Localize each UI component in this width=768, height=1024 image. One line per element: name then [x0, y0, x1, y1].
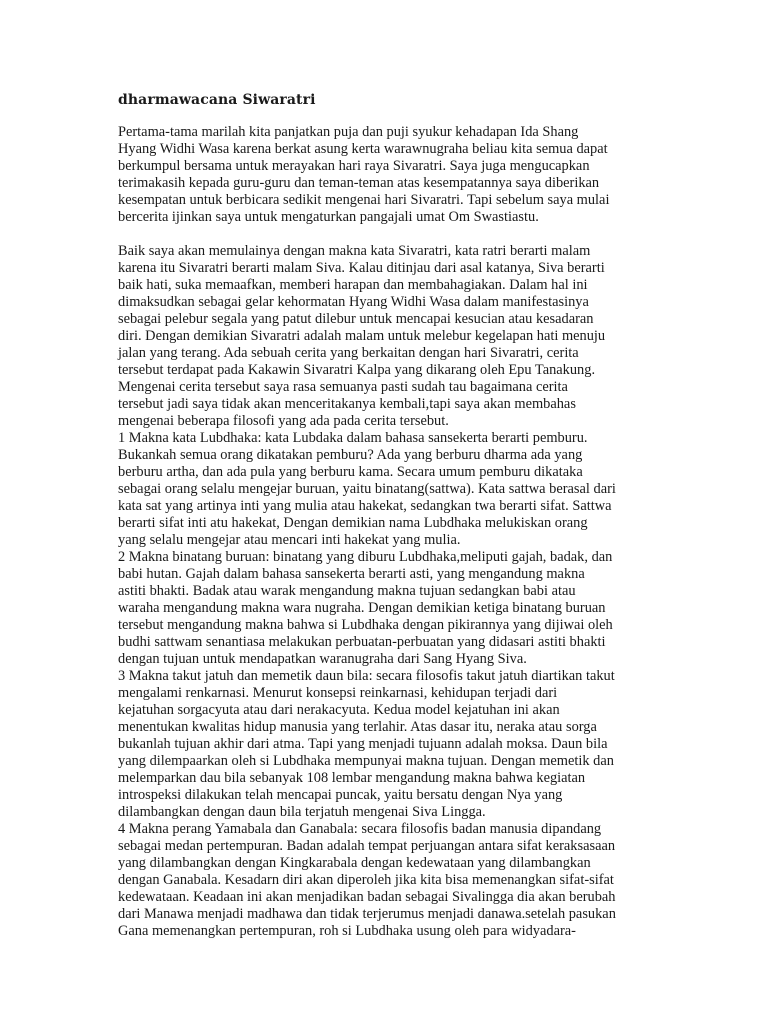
body-line: Pertama-tama marilah kita panjatkan puja dan puji syukur kehadapan Ida Shang: [118, 124, 579, 140]
body-line: mengalami renkarnasi. Menurut konsepsi reinkarnasi, kehidupan terjadi dari: [118, 685, 558, 701]
body-line: kedewataan. Keadaan ini akan menjadikan badan sebagai Sivalingga dia akan berubah: [118, 889, 616, 905]
body-line: kata sat yang artinya inti yang mulia atau hakekat, sedangkan twa berarti sifat. Sattwa: [118, 498, 612, 514]
body-line: sebagai medan pertempuran. Badan adalah tempat perjuangan antara sifat keraksasaan: [118, 838, 616, 854]
body-line: melemparkan dau bila sebanyak 108 lembar mengandung makna bahwa kegiatan: [118, 770, 586, 786]
body-line: 3 Makna takut jatuh dan memetik daun bila: secara filosofis takut jatuh diartikan takut: [118, 668, 615, 684]
body-line: tersebut terdapat pada Kakawin Sivaratri Kalpa yang dikarang oleh Epu Tanakung.: [118, 362, 596, 378]
body-line: sebagai pelebur segala yang patut dilebur untuk mencapai kesucian atau kesadaran: [118, 311, 594, 327]
body-line: Gana memenangkan pertempuran, roh si Lubdhaka usung oleh para widyadara-: [118, 923, 576, 939]
body-line: tersebut mengandung makna bahwa si Lubdhaka dengan pikirannya yang dijiwai oleh: [118, 617, 613, 633]
body-line: astiti bhakti. Badak atau warak mengandung makna tujuan sedangkan babi atau: [118, 583, 576, 599]
body-line: Mengenai cerita tersebut saya rasa semuanya pasti sudah tau bagaimana cerita: [118, 379, 568, 395]
body-line: 1 Makna kata Lubdhaka: kata Lubdaka dalam bahasa sansekerta berarti pemburu.: [118, 430, 588, 446]
body-line: berburu artha, dan ada pula yang berburu kama. Secara umum pemburu dikataka: [118, 464, 583, 480]
body-line: Bukankah semua orang dikatakan pemburu? Ada yang berburu dharma ada yang: [118, 447, 583, 463]
body-line: kesempatan untuk berbicara sedikit mengenai hari Sivaratri. Tapi sebelum saya mulai: [118, 192, 610, 208]
body-line: waraha mengandung makna wara nugraha. Dengan demikian ketiga binatang buruan: [118, 600, 606, 616]
body-line: sebagai orang selalu mengejar buruan, yaitu binatang(sattwa). Kata sattwa berasal dari: [118, 481, 616, 497]
body-line: dari Manawa menjadi madhawa dan tidak terjerumus menjadi danawa.setelah pasukan: [118, 906, 616, 922]
body-line: berarti sifat inti atu hakekat, Dengan demikian nama Lubdhaka melukiskan orang: [118, 515, 588, 531]
body-line: Baik saya akan memulainya dengan makna kata Sivaratri, kata ratri berarti malam: [118, 243, 591, 259]
body-line: karena itu Sivaratri berarti malam Siva. Kalau ditinjau dari asal katanya, Siva berarti: [118, 260, 605, 276]
body-line: introspeksi dilakukan telah mencapai puncak, yaitu bersatu dengan Nya yang: [118, 787, 563, 803]
document-title: dharmawacana Siwaratri: [118, 92, 316, 108]
body-line: yang selalu mengejar atau mencari inti hakekat yang mulia.: [118, 532, 461, 548]
body-line: Hyang Widhi Wasa karena berkat asung kerta warawnugraha beliau kita semua dapat: [118, 141, 608, 157]
body-line: menentukan kwalitas hidup manusia yang terlahir. Atas dasar itu, neraka atau sorga: [118, 719, 597, 735]
body-line: yang dilambangkan dengan Kingkarabala dengan kedewataan yang dilambangkan: [118, 855, 591, 871]
body-line: yang dilempaarkan oleh si Lubdhaka mempunyai makna tujuan. Dengan memetik dan: [118, 753, 614, 769]
body-line: baik hati, suka memaafkan, memberi harapan dan membahagiakan. Dalam hal ini: [118, 277, 588, 293]
body-line: budhi sattwam senantiasa melakukan perbuatan-perbuatan yang didasari astiti bhakti: [118, 634, 606, 650]
body-line: dengan tujuan untuk mendapatkan waranugraha dari Sang Hyang Siva.: [118, 651, 527, 667]
body-line: dengan Ganabala. Kesadarn diri akan diperoleh jika kita bisa memenangkan sifat-sifat: [118, 872, 614, 888]
body-line: tersebut jadi saya tidak akan menceritakanya kembali,tapi saya akan membahas: [118, 396, 576, 412]
body-line: dilambangkan dengan daun bila terjatuh mengenai Siva Lingga.: [118, 804, 486, 820]
body-line: bukanlah tujuan akhir dari atma. Tapi yang menjadi tujuann adalah moksa. Daun bila: [118, 736, 608, 752]
body-line: bercerita ijinkan saya untuk mengaturkan pangajali umat Om Swastiastu.: [118, 209, 539, 225]
body-line: kejatuhan sorgacyuta atau dari nerakacyuta. Kedua model kejatuhan ini akan: [118, 702, 560, 718]
body-line: mengenai beberapa filosofi yang ada pada cerita tersebut.: [118, 413, 449, 429]
body-line: jalan yang terang. Ada sebuah cerita yang berkaitan dengan hari Sivaratri, cerita: [118, 345, 579, 361]
body-line: berkumpul bersama untuk merayakan hari raya Sivaratri. Saya juga mengucapkan: [118, 158, 590, 174]
body-line: diri. Dengan demikian Sivaratri adalah malam untuk melebur kegelapan hati menuju: [118, 328, 606, 344]
body-line: 4 Makna perang Yamabala dan Ganabala: secara filosofis badan manusia dipandang: [118, 821, 602, 837]
body-line: babi hutan. Gajah dalam bahasa sansekerta berarti asti, yang mengandung makna: [118, 566, 585, 582]
body-line: dimaksudkan sebagai gelar kehormatan Hyang Widhi Wasa dalam manifestasinya: [118, 294, 589, 310]
body-line: terimakasih kepada guru-guru dan teman-teman atas kesempatannya saya diberikan: [118, 175, 600, 191]
body-line: 2 Makna binatang buruan: binatang yang diburu Lubdhaka,meliputi gajah, badak, dan: [118, 549, 613, 565]
